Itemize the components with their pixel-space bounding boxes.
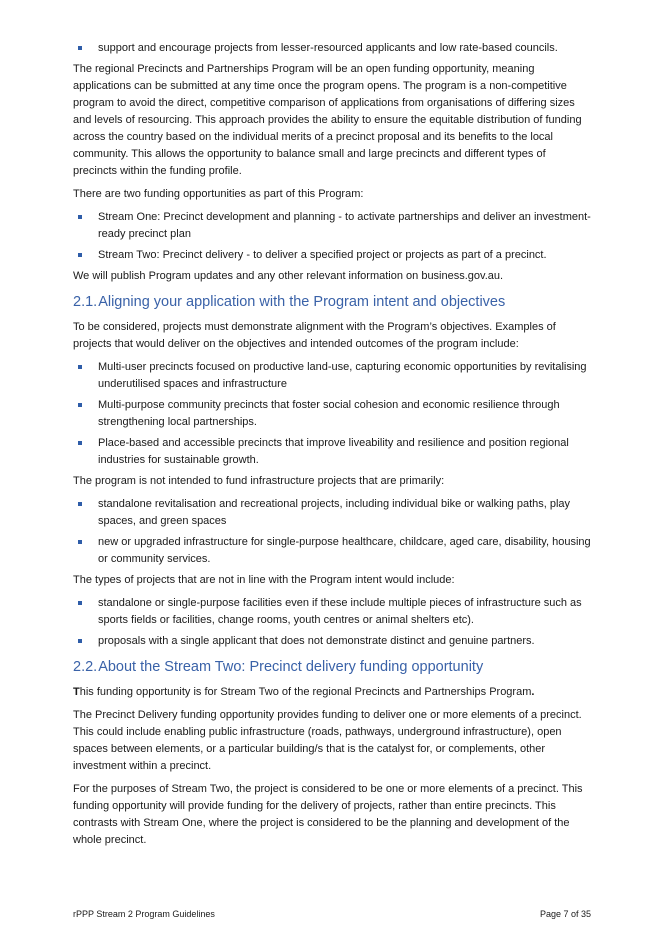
footer-title: rPPP Stream 2 Program Guidelines (73, 909, 215, 919)
list-item: Multi-purpose community precincts that foster social cohesion and economic resilience through strengthening local partnerships. (73, 397, 591, 431)
list-item: standalone revitalisation and recreational projects, including individual bike or walking paths, play spaces, and green spaces (73, 496, 591, 530)
list-item: new or upgraded infrastructure for single-purpose healthcare, childcare, aged care, disability, housing or community services. (73, 534, 591, 568)
list-item: support and encourage projects from lesser-resourced applicants and low rate-based councils. (73, 40, 591, 57)
section-heading-2-2 (73, 658, 591, 676)
trailing-period: . (531, 686, 535, 698)
paragraph: For the purposes of Stream Two, the project is considered to be one or more elements of a precinct. This funding opportunity will provide funding for the delivery of projects, rather than entire precincts. This contrasts with Stream One, where the project is considered to be the planning and development of the whole precinct. (73, 783, 583, 846)
paragraph: The program is not intended to fund infrastructure projects that are primarily: (73, 475, 445, 487)
not-in-line-list (73, 595, 591, 650)
document-page (73, 40, 591, 855)
intro-paragraph: The regional Precincts and Partnerships Program will be an open funding opportunity, meaning applications can be submitted at any time once the program opens. The program is a non-competitive program to avoid the direct, competitive comparison of applications from organisations of differing sizes and levels of resourcing. This approach provides the ability to ensure the equitable distribution of funding across the country based on the individual merits of a precinct proposal and its benefits to the local community. This allows the opportunity to balance small and large precincts and different types of precincts within the funding profile. (73, 63, 582, 177)
updates-paragraph: We will publish Program updates and any other relevant information on business.gov.au. (73, 270, 504, 282)
top-bullet-list (73, 40, 591, 57)
paragraph: The types of projects that are not in line with the Program intent would include: (73, 574, 455, 586)
paragraph-text: his funding opportunity is for Stream Two of the regional Precincts and Partnerships Program (79, 686, 532, 698)
lead-letter: T (73, 686, 80, 698)
section-number: 2.1. (73, 294, 98, 310)
section-heading-2-1 (73, 293, 591, 311)
list-item: Place-based and accessible precincts that improve liveability and resilience and position regional industries for sustainable growth. (73, 435, 591, 469)
section-title: About the Stream Two: Precinct delivery funding opportunity (98, 659, 484, 675)
paragraph (73, 684, 591, 701)
list-item: Stream One: Precinct development and planning - to activate partnerships and deliver an investment-ready precinct plan (73, 209, 591, 243)
examples-list (73, 359, 591, 469)
page-footer (73, 908, 591, 920)
streams-list (73, 209, 591, 264)
list-item: proposals with a single applicant that does not demonstrate distinct and genuine partners. (73, 633, 591, 650)
not-funded-list (73, 496, 591, 568)
paragraph: The Precinct Delivery funding opportunity provides funding to deliver one or more elements of a precinct. This could include enabling public infrastructure (roads, pathways, underground infrastructure), open spaces between elements, or a particular building/s that is the catalyst for, or complements, other investment within a precinct. (73, 709, 582, 772)
streams-intro: There are two funding opportunities as part of this Program: (73, 188, 364, 200)
page-number: Page 7 of 35 (539, 909, 591, 919)
section-title: Aligning your application with the Program intent and objectives (98, 294, 506, 310)
list-item: Stream Two: Precinct delivery - to deliver a specified project or projects as part of a precinct. (73, 247, 591, 264)
paragraph: To be considered, projects must demonstrate alignment with the Program’s objectives. Examples of projects that would deliver on the objectives and intended outcomes of the program include: (73, 321, 556, 350)
list-item: Multi-user precincts focused on productive land-use, capturing economic opportunities by revitalising underutilised spaces and infrastructure (73, 359, 591, 393)
section-number: 2.2. (73, 659, 98, 675)
list-item: standalone or single-purpose facilities even if these include multiple pieces of infrastructure such as sports fields or facilities, change rooms, youth centres or animal shelters etc). (73, 595, 591, 629)
